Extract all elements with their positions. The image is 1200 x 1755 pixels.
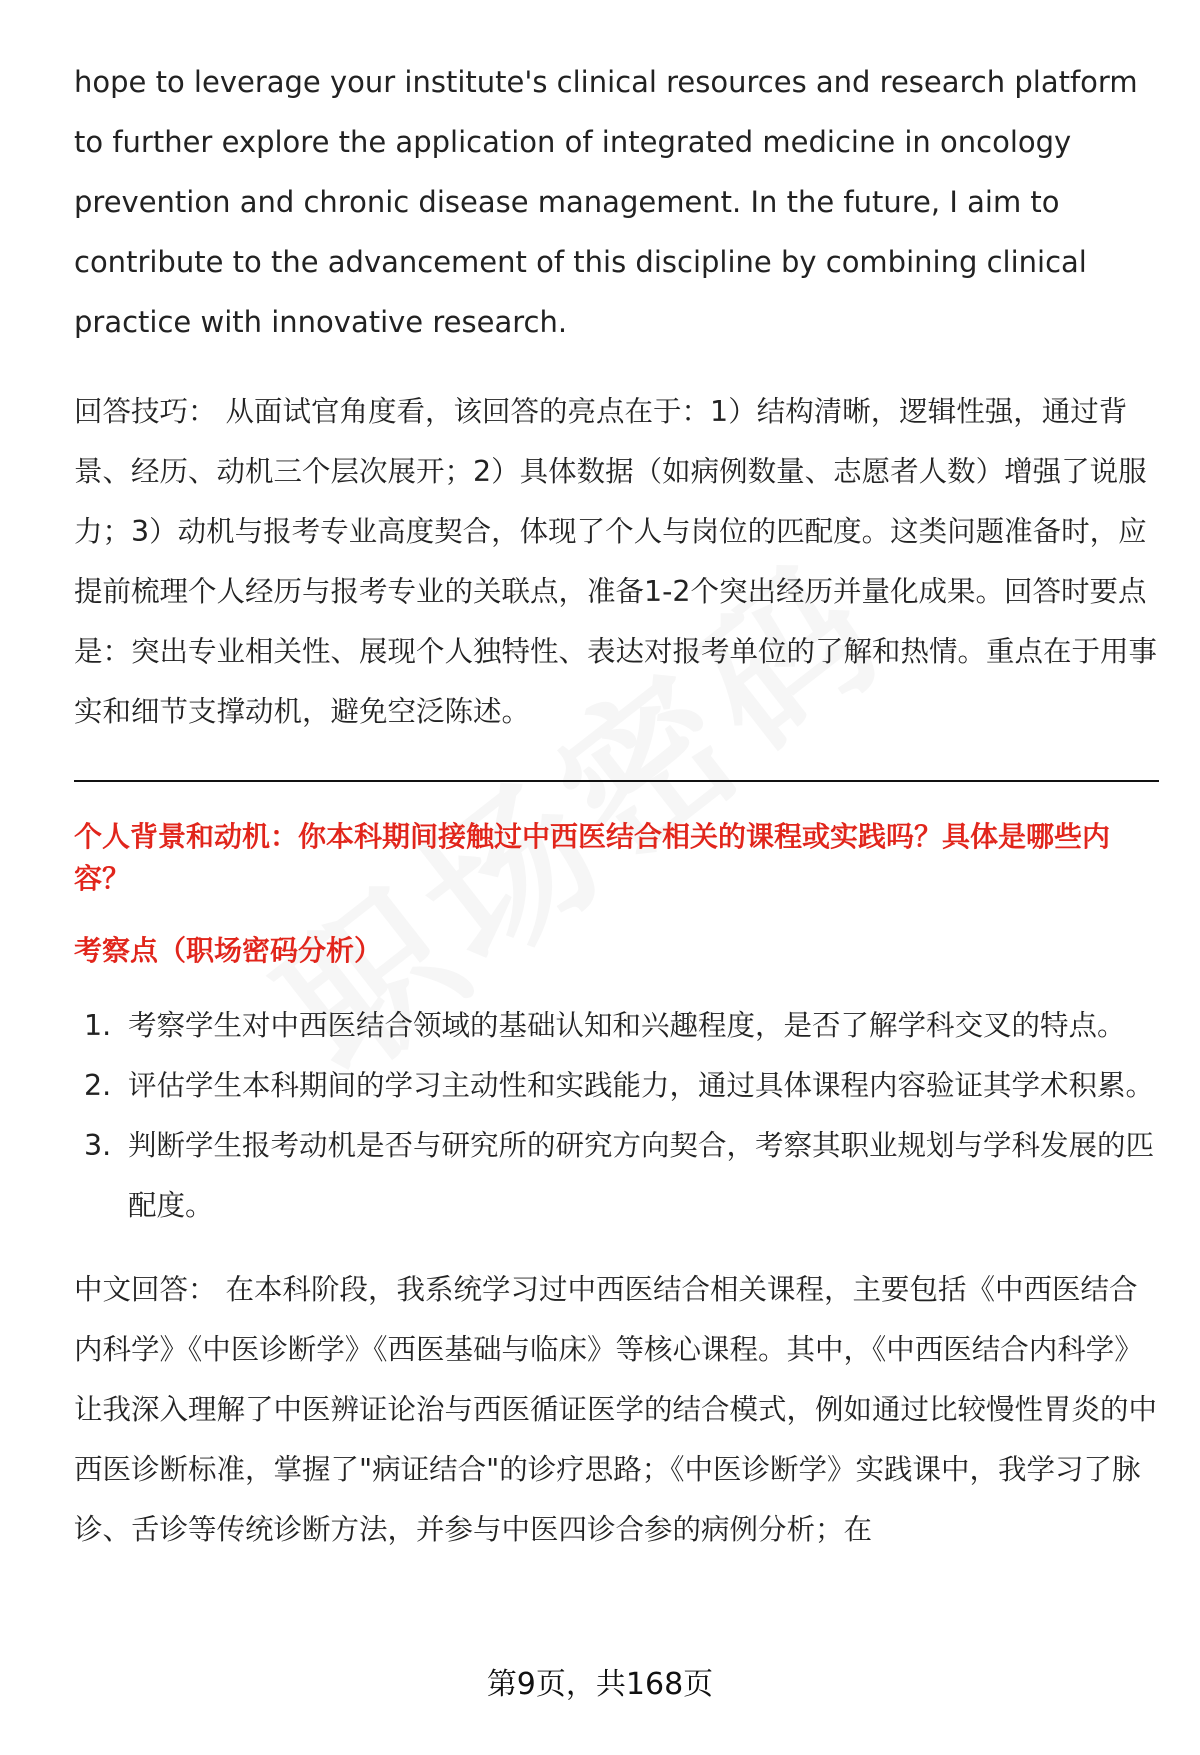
list-item-number: 2. — [84, 1069, 112, 1102]
list-item-number: 3. — [84, 1129, 112, 1162]
question-heading: 个人背景和动机：你本科期间接触过中西医结合相关的课程或实践吗？具体是哪些内容？ — [74, 820, 1111, 895]
list-item-text: 判断学生报考动机是否与研究所的研究方向契合，考察其职业规划与学科发展的匹配度。 — [128, 1129, 1155, 1222]
intro-english-paragraph: hope to leverage your institute's clinical resources and research platform to further explore the application of integrated medicine in oncology prevention and chronic disease management. In the future, I aim to contribute to the advancement of this discipline by combining clinical practice with innovative research. — [74, 65, 1138, 339]
list-item-text: 评估学生本科期间的学习主动性和实践能力，通过具体课程内容验证其学术积累。 — [128, 1069, 1155, 1102]
assessment-points-heading: 考察点（职场密码分析） — [74, 934, 383, 967]
chinese-answer-paragraph: 中文回答： 在本科阶段，我系统学习过中西医结合相关课程，主要包括《中西医结合内科学》《中医诊断学》《西医基础与临床》等核心课程。其中，《中西医结合内科学》让我深入理解了中医辨证论治与西医循证医学的结合模式，例如通过比较慢性胃炎的中西医诊断标准，掌握了"病证结合"的诊疗思路；《中医诊断学》实践课中，我学习了脉诊、舌诊等传统诊断方法，并参与中医四诊合参的病例分析；在 — [74, 1273, 1158, 1546]
section-divider — [74, 780, 1159, 782]
list-item-text: 考察学生对中西医结合领域的基础认知和兴趣程度，是否了解学科交叉的特点。 — [128, 1009, 1126, 1042]
page-number-footer: 第9页，共168页 — [486, 1667, 714, 1702]
list-item — [74, 996, 1159, 1056]
answer-tips-paragraph: 回答技巧： 从面试官角度看，该回答的亮点在于：1）结构清晰，逻辑性强，通过背景、经历、动机三个层次展开；2）具体数据（如病例数量、志愿者人数）增强了说服力；3）动机与报考专业高度契合，体现了个人与岗位的匹配度。这类问题准备时，应提前梳理个人经历与报考专业的关联点，准备1-2个突出经历并量化成果。回答时要点是：突出专业相关性、展现个人独特性、表达对报考单位的了解和热情。重点在于用事实和细节支撑动机，避免空泛陈述。 — [74, 395, 1158, 728]
list-item — [74, 1116, 1159, 1236]
assessment-points-list — [74, 996, 1159, 1236]
document-page — [74, 52, 1159, 1560]
list-item-number: 1. — [84, 1009, 112, 1042]
list-item — [74, 1056, 1159, 1116]
